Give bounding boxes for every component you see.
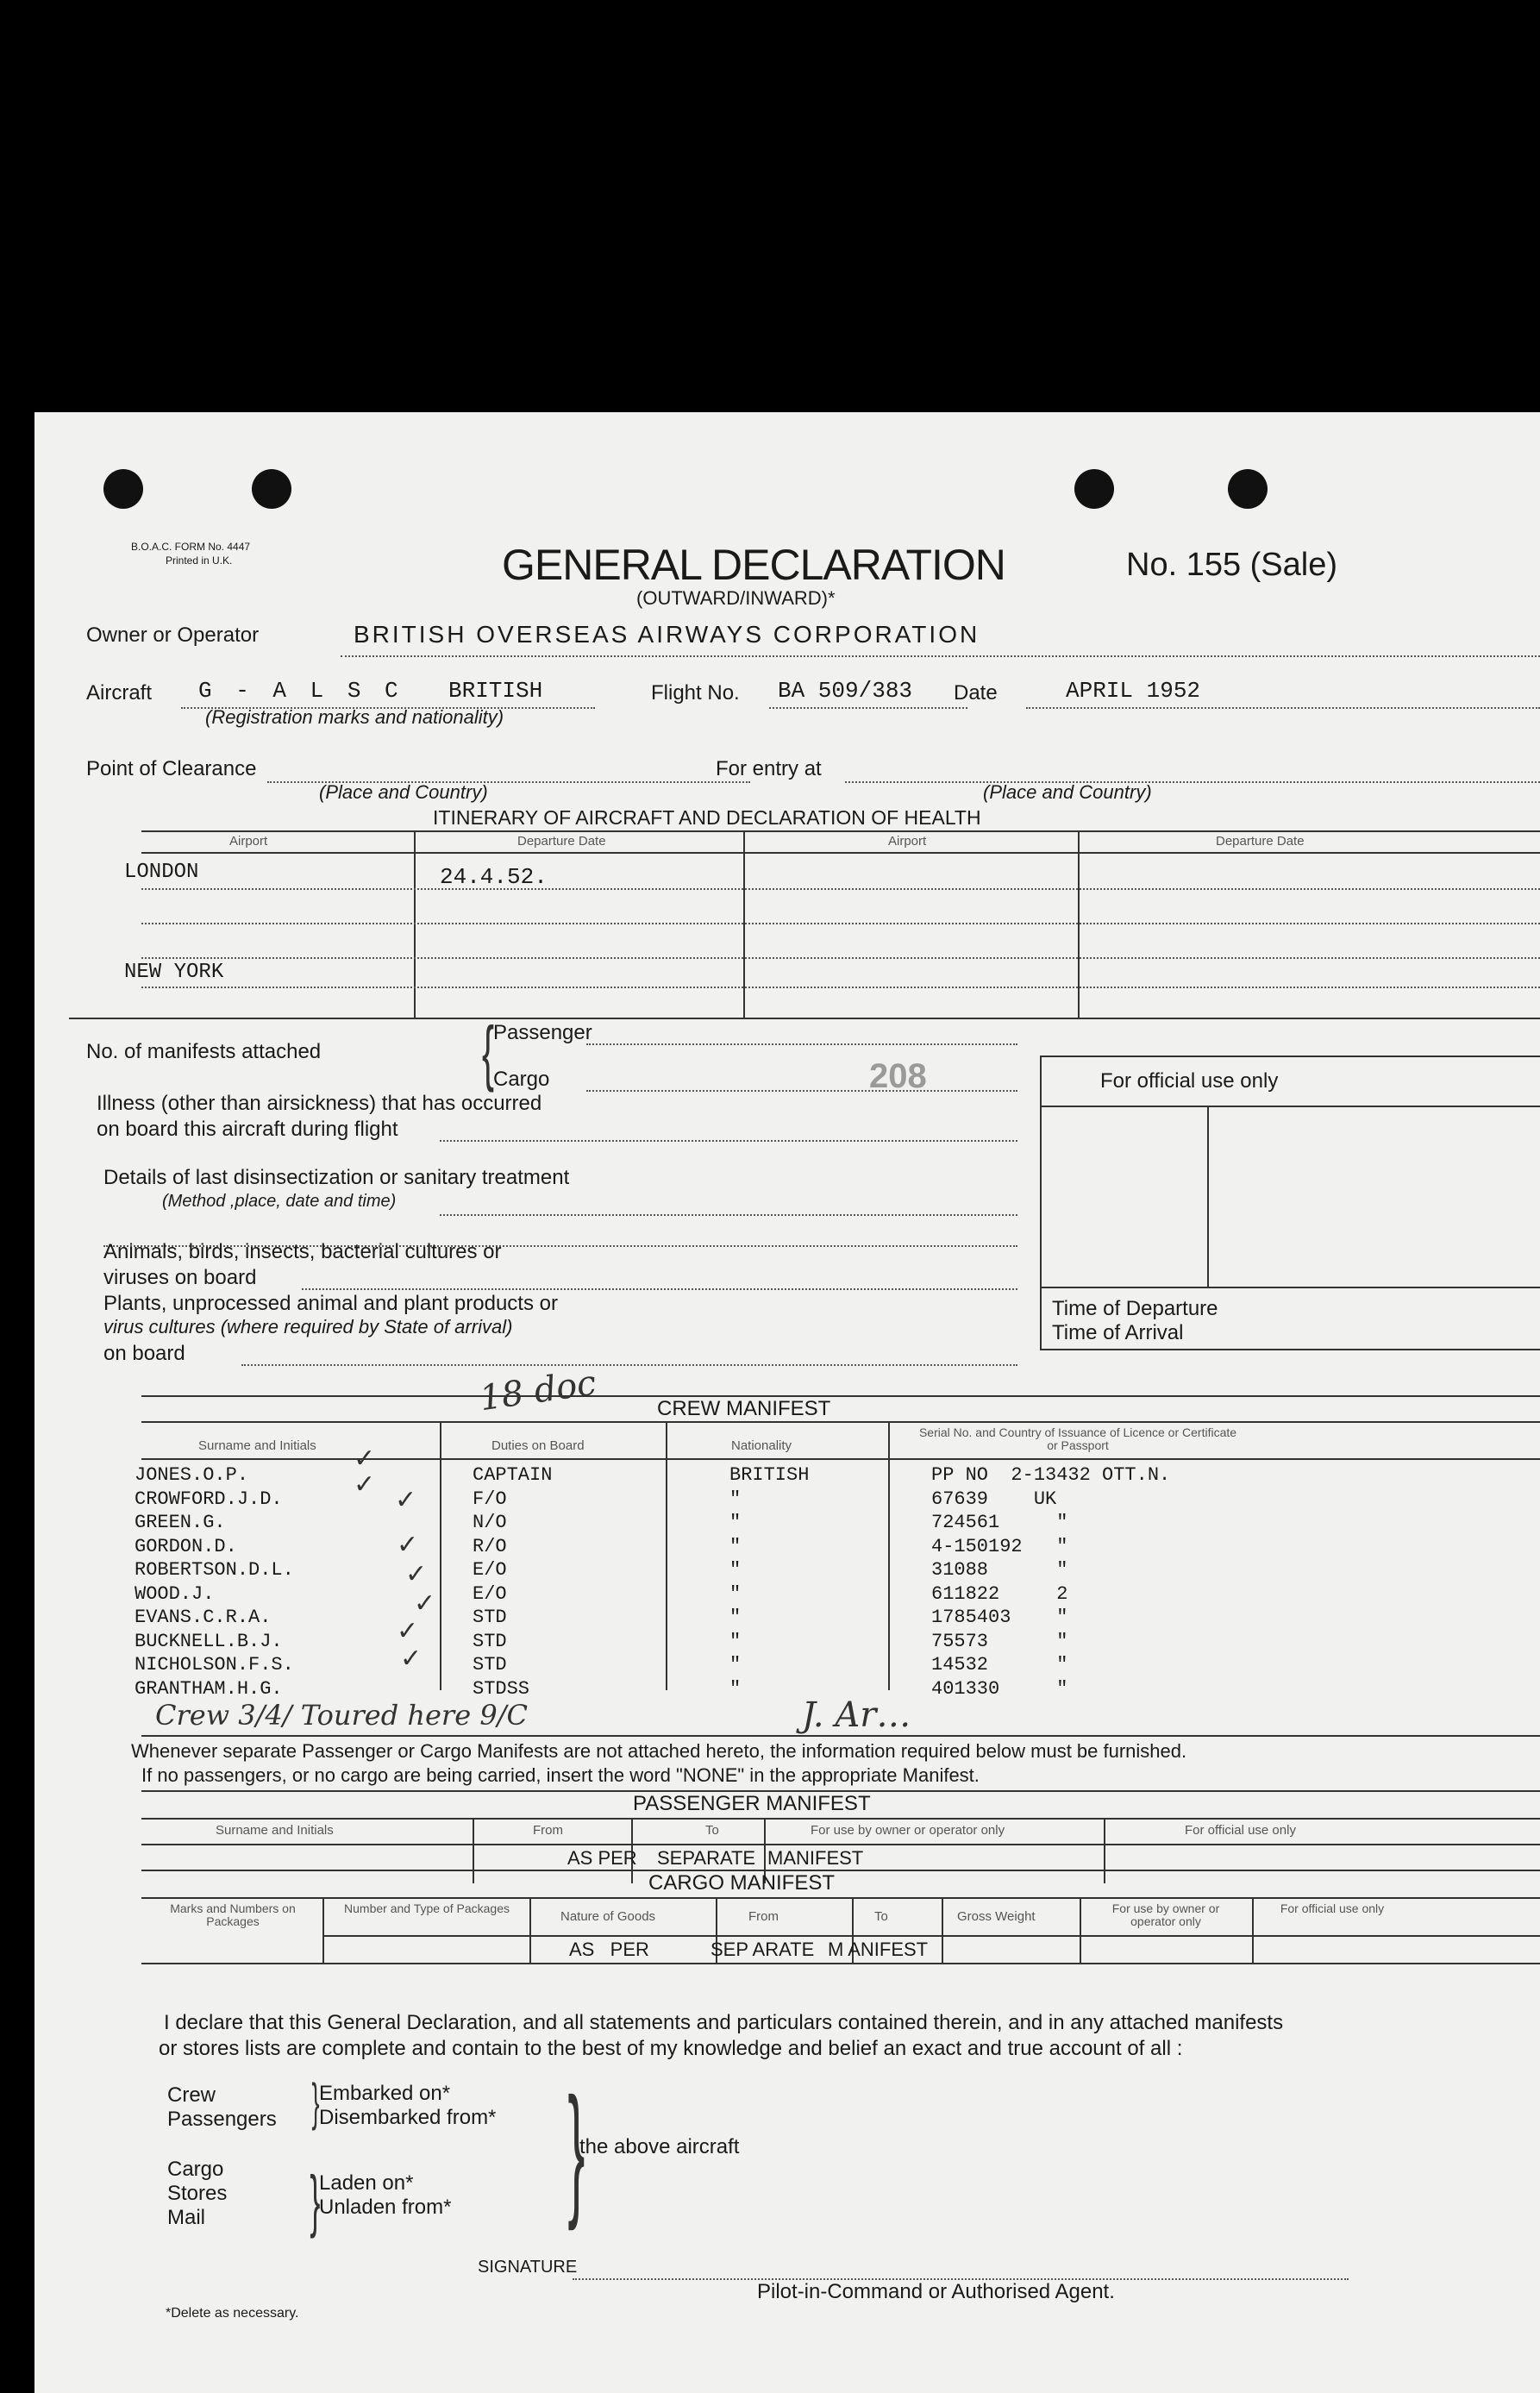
crew-row-duty: F/O [473,1488,507,1510]
cargo-header-from: From [748,1909,779,1924]
check-mark-icon: ✓ [400,1644,423,1673]
pax-value-manifest: MANIFEST [767,1847,864,1869]
cargo-label: Cargo [167,2158,224,2181]
crew-row-name: NICHOLSON.F.S. [135,1654,294,1676]
official-use-title: For official use only [1100,1069,1279,1093]
pax-header-owner: For use by owner or operator only [811,1823,1005,1838]
point-place-note: (Place and Country) [319,781,488,803]
page-title: GENERAL DECLARATION [502,541,1005,589]
crew-handwritten-note: 18 doc [477,1363,599,1419]
crew-row-nationality: " [729,1512,742,1533]
notice-line-1: Whenever separate Passenger or Cargo Manifests are not attached hereto, the information required below must be furnished. [131,1740,1187,1762]
crew-label: Crew [167,2083,216,2107]
crew-row-serial: 75573 " [931,1630,1068,1652]
date-label: Date [954,681,998,705]
crew-header-nationality: Nationality [731,1438,792,1453]
printed-in-text: Printed in U.K. [166,554,233,567]
manifest-count-stamp: 208 [869,1057,927,1095]
crew-row-serial: PP NO 2-13432 OTT.N. [931,1464,1171,1486]
flight-label: Flight No. [651,681,740,705]
crew-row-name: BUCKNELL.B.J. [135,1630,283,1652]
time-of-departure-label: Time of Departure [1052,1297,1218,1320]
footnote: *Delete as necessary. [166,2306,299,2321]
cargo-header-official: For official use only [1280,1901,1385,1915]
check-mark-icon: ✓ [354,1470,376,1499]
check-mark-icon: ✓ [397,1617,419,1645]
crew-row-nationality: " [729,1677,742,1700]
check-mark-icon: ✓ [405,1560,428,1588]
notice-line-2: If no passengers, or no cargo are being carried, insert the word "NONE" in the appropriate Manifest. [141,1764,980,1786]
crew-row-nationality: " [729,1630,742,1652]
crew-row-nationality: BRITISH [729,1464,810,1486]
cargo-header-number: Number and Type of Packages [344,1901,510,1915]
manifests-label: No. of manifests attached [86,1040,322,1063]
cargo-header-marks: Marks and Numbers on Packages [170,1901,296,1928]
crew-row-serial: 611822 2 [931,1582,1068,1605]
crew-row-duty: STDSS [473,1677,530,1700]
form-sheet [34,412,1540,2393]
page-subtitle: (OUTWARD/INWARD)* [636,587,836,609]
above-aircraft-label: the above aircraft [579,2135,740,2158]
crew-row-serial: 401330 " [931,1677,1068,1700]
crew-row-serial: 14532 " [931,1654,1068,1676]
cargo-header-owner: For use by owner or operator only [1111,1901,1220,1928]
crew-row-duty: CAPTAIN [473,1464,553,1486]
punch-hole-1 [103,469,143,509]
itinerary-header-airport-2: Airport [888,834,927,849]
pax-header-surname: Surname and Initials [216,1823,334,1838]
unladen-label: Unladen from* [319,2196,452,2219]
check-mark-icon: ✓ [414,1589,436,1618]
crew-row-nationality: " [729,1607,742,1628]
products-label-1: Plants, unprocessed animal and plant products or [103,1292,558,1315]
punch-hole-4 [1228,469,1268,509]
crew-row-name: GREEN.G. [135,1512,226,1533]
pax-header-from: From [533,1823,563,1838]
brace-aircraft: } [567,2068,585,2232]
crew-row-name: WOOD.J. [135,1582,215,1605]
cargo-value-separate: SEP ARATE [711,1939,815,1960]
aircraft-label: Aircraft [86,681,153,705]
itinerary-header-date-2: Departure Date [1216,834,1305,849]
passengers-label: Passengers [167,2108,277,2131]
crew-row-name: EVANS.C.R.A. [135,1607,272,1628]
animals-label-1: Animals, birds, insects, bacterial cultures or [103,1240,502,1263]
stores-label: Stores [167,2182,228,2205]
crew-row-serial: 31088 " [931,1559,1068,1581]
form-number-text: B.O.A.C. FORM No. 4447 [131,541,251,553]
crew-row-duty: N/O [473,1512,507,1533]
entry-at-label: For entry at [716,757,822,780]
crew-row-name: CROWFORD.J.D. [135,1488,283,1510]
time-of-arrival-label: Time of Arrival [1052,1321,1184,1344]
animals-label-2: viruses on board [103,1266,257,1289]
check-mark-icon: ✓ [397,1531,419,1559]
illness-label-1: Illness (other than airsickness) that has occurred [97,1092,542,1115]
pax-header-official: For official use only [1185,1823,1296,1838]
signature-label: SIGNATURE [478,2258,578,2277]
crew-row-name: GRANTHAM.H.G. [135,1677,283,1700]
cargo-value-manifest: M ANIFEST [828,1939,929,1960]
disembarked-label: Disembarked from* [319,2106,497,2129]
signer-label: Pilot-in-Command or Authorised Agent. [757,2280,1115,2303]
declaration-number: No. 155 (Sale) [1126,547,1338,583]
itinerary-airport-new-york: NEW YORK [124,961,224,984]
pax-header-to: To [705,1823,719,1838]
itinerary-airport-london: LONDON [124,861,199,884]
crew-row-duty: E/O [473,1582,507,1605]
crew-row-serial: 4-150192 " [931,1535,1068,1557]
itinerary-title: ITINERARY OF AIRCRAFT AND DECLARATION OF HEALTH [433,806,981,829]
disinsect-label-1: Details of last disinsectization or sanitary treatment [103,1166,570,1189]
entry-place-note: (Place and Country) [983,781,1152,803]
brace-crew: } [311,2073,320,2131]
brace-manifests: { [482,1012,495,1093]
products-label-2: virus cultures (where required by State of arrival) [103,1316,513,1337]
declaration-line-1: I declare that this General Declaration, and all statements and particulars contained therein, and in any attached manifests [164,2011,1284,2034]
brace-cargo: } [310,2162,321,2239]
crew-row-nationality: " [729,1488,742,1510]
registration-note: (Registration marks and nationality) [205,706,504,728]
form-info [131,540,250,567]
crew-manifest-title: CREW MANIFEST [657,1397,831,1420]
crew-row-duty: E/O [473,1559,507,1581]
pax-value-as-per: AS PER [567,1847,637,1869]
embarked-label: Embarked on* [319,2082,451,2105]
owner-value: BRITISH OVERSEAS AIRWAYS CORPORATION [354,621,980,648]
punch-hole-2 [252,469,291,509]
crew-row-nationality: " [729,1582,742,1605]
cargo-manifest-title: CARGO MANIFEST [648,1871,836,1895]
crew-row-duty: STD [473,1654,507,1676]
itinerary-header-date-1: Departure Date [517,834,606,849]
laden-label: Laden on* [319,2171,414,2195]
aircraft-nationality: BRITISH [448,678,543,704]
crew-handwritten-footer: Crew 3/4/ Toured here 9/C [155,1699,528,1732]
crew-row-nationality: " [729,1535,742,1557]
crew-row-serial: 67639 UK [931,1488,1057,1510]
crew-header-surname: Surname and Initials [198,1438,316,1453]
crew-row-nationality: " [729,1654,742,1676]
crew-header-duties: Duties on Board [491,1438,585,1453]
manifests-cargo: Cargo [493,1068,550,1091]
passenger-manifest-title: PASSENGER MANIFEST [633,1792,871,1815]
disinsect-label-2: (Method ,place, date and time) [162,1192,397,1211]
point-of-clearance-label: Point of Clearance [86,757,257,780]
aircraft-registration: G - A L S C [198,678,404,704]
pax-value-separate: SEPARATE [657,1847,756,1869]
crew-row-duty: STD [473,1630,507,1652]
illness-label-2: on board this aircraft during flight [97,1118,398,1141]
cargo-header-weight: Gross Weight [957,1909,1036,1924]
cargo-value-as-per: AS PER [569,1939,649,1960]
cargo-header-nature: Nature of Goods [560,1909,656,1924]
manifests-passenger: Passenger [493,1021,592,1044]
itinerary-header-airport-1: Airport [229,834,268,849]
products-label-3: on board [103,1342,185,1365]
crew-row-serial: 1785403 " [931,1607,1068,1628]
punch-hole-3 [1074,469,1114,509]
owner-label: Owner or Operator [86,623,260,647]
date-value: APRIL 1952 [1066,678,1201,704]
cargo-header-to: To [874,1909,888,1924]
check-mark-icon: ✓ [395,1486,417,1514]
crew-row-name: JONES.O.P. [135,1464,249,1486]
handwritten-signature-crew: J. Ar… [802,1695,911,1735]
flight-number: BA 509/383 [778,678,913,704]
crew-row-name: ROBERTSON.D.L. [135,1559,294,1581]
declaration-line-2: or stores lists are complete and contain to the best of my knowledge and belief an exact and true account of all : [159,2037,1183,2060]
crew-row-nationality: " [729,1559,742,1581]
itinerary-date-london: 24.4.52. [440,864,548,890]
crew-row-name: GORDON.D. [135,1535,237,1557]
check-mark-icon: ✓ [354,1444,376,1473]
mail-label: Mail [167,2206,206,2229]
crew-row-duty: STD [473,1607,507,1628]
crew-header-serial: Serial No. and Country of Issuance of Licence or Certificate or Passport [918,1425,1237,1452]
crew-row-duty: R/O [473,1535,507,1557]
crew-row-serial: 724561 " [931,1512,1068,1533]
